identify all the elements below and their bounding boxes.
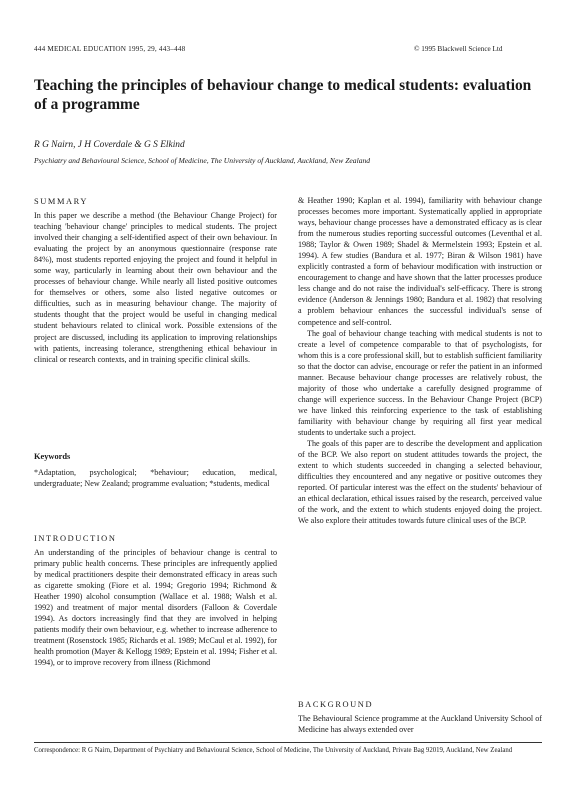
right-paragraph-3: The goals of this paper are to describe the development and application of the BCP. We also report on student attitudes towards the project, the extent to which students succeeded in changing a selected behaviour, difficulties they encountered and any negative or positive outcomes they reported. Of particular interest was the effect on the students' behaviour of an ethical declaration, ethical issues raised by the research, perceived value of the work, and the extent to which students enjoyed doing the project. We also explore their attitudes towards future clinical uses of the BCP. — [298, 439, 542, 526]
footnote-divider — [34, 742, 542, 743]
introduction-section — [34, 533, 277, 544]
article-title: Teaching the principles of behaviour change to medical students: evaluation of a programme — [34, 77, 532, 113]
background-heading: BACKGROUND — [298, 700, 374, 709]
author-list: R G Nairn, J H Coverdale & G S Elkind — [34, 140, 185, 150]
background-text: The Behavioural Science programme at the Auckland University School of Medicine has always extended over — [298, 714, 542, 735]
keywords-heading: Keywords — [34, 452, 71, 461]
running-header: 444 MEDICAL EDUCATION 1995, 29, 443–448 — [34, 45, 186, 53]
right-paragraph-2: The goal of behaviour change teaching with medical students is not to create a level of competence comparable to that of psychologists, for whom this is a core professional skill, but to establish sufficient familiarity so that the doctor can advise, encourage or refer the patient in an informed manner. Because behaviour change processes are relatively robust, the majority of those who undertake a carefully designed programme of change will experience success. In the Behaviour Change Project (BCP) we have linked this reinforcing experience to the task of establishing familiarity with behaviour change by requiring all first year medical students to undertake such a project. — [298, 328, 542, 437]
summary-text: In this paper we describe a method (the Behaviour Change Project) for teaching 'behaviour change' principles to medical students. The project involved their changing a self-identified aspect of their own behaviour. In evaluating the project by an anonymous questionnaire (response rate 84%), most students reported enjoying the project and found it helpful in some way, particularly in learning about their own behaviour and the processes of behaviour change. While nearly all listed positive outcomes for themselves or others, some also listed negative outcomes or difficulties, such as in measuring behaviour change. The majority of students thought that the project would be useful in changing medical student behaviours related to clinical work. Possible extensions of the project are discussed, including its application to improving relationships with patients, increasing tolerance, strengthening ethical behaviour in clinical or research contexts, and in training specific clinical skills. — [34, 211, 277, 364]
summary-section — [34, 196, 277, 207]
summary-body — [34, 210, 277, 365]
background-body — [298, 713, 542, 735]
affiliation: Psychiatry and Behavioural Science, School of Medicine, The University of Auckland, Auckland, New Zealand — [34, 156, 371, 165]
keywords-text: *Adaptation, psychological; *behaviour; education, medical, undergraduate; New Zealand; programme evaluation; *students, medical — [34, 468, 277, 489]
summary-heading: SUMMARY — [34, 197, 89, 206]
keywords-body — [34, 467, 277, 489]
introduction-text: An understanding of the principles of behaviour change is central to primary public health concerns. These principles are infrequently applied by medical practitioners despite their demonstrated efficacy in areas such as cigarette smoking (Fiore et al. 1994; Gregorio 1994; Richmond & Heather 1990) alcohol consumption (Wallace et al. 1988; Walsh et al. 1992) and treatment of major mental disorders (Falloon & Coverdale 1994). As doctors increasingly find that they are involved in helping patients modify their own behaviour, e.g. whether to increase adherence to treatment (Rosenstock 1985; Richards et al. 1989; McCaul et al. 1992), for health promotion (Mayer & Kellogg 1989; Epstein et al. 1994; Fisher et al. 1994), or to improve recovery from illness (Richmond — [34, 548, 277, 668]
keywords-section — [34, 451, 277, 462]
introduction-heading: INTRODUCTION — [34, 534, 117, 543]
correspondence-footnote: Correspondence: R G Nairn, Department of Psychiatry and Behavioural Science, School of Medicine, The University of Auckland, Private Bag 92019, Auckland, New Zealand — [34, 747, 513, 754]
right-paragraph-1: & Heather 1990; Kaplan et al. 1994), familiarity with behaviour change processes becomes more important. Systematically applied in appropriate ways, behaviour change processes have a demonstrated efficacy as is clear from the numerous studies reporting successful outcomes (Leventhal et al. 1988; Taylor & Owen 1989; Shadel & Mermelstein 1993; Epstein et al. 1994). A few studies (Bandura et al. 1977; Biran & Wilson 1981) have explicitly contrasted a form of behaviour modification with instruction or encouragement to change and have shown that the latter processes produce less change and do not raise the individual's self-efficacy. There is strong evidence (Anderson & Jennings 1980; Bandura et al. 1982) that resolving a problem behaviour enhances the successful individual's sense of competence and self-control. — [298, 196, 542, 327]
copyright-notice: © 1995 Blackwell Science Ltd — [414, 45, 503, 53]
right-column — [298, 195, 542, 526]
introduction-body — [34, 547, 277, 669]
background-section — [298, 699, 373, 710]
